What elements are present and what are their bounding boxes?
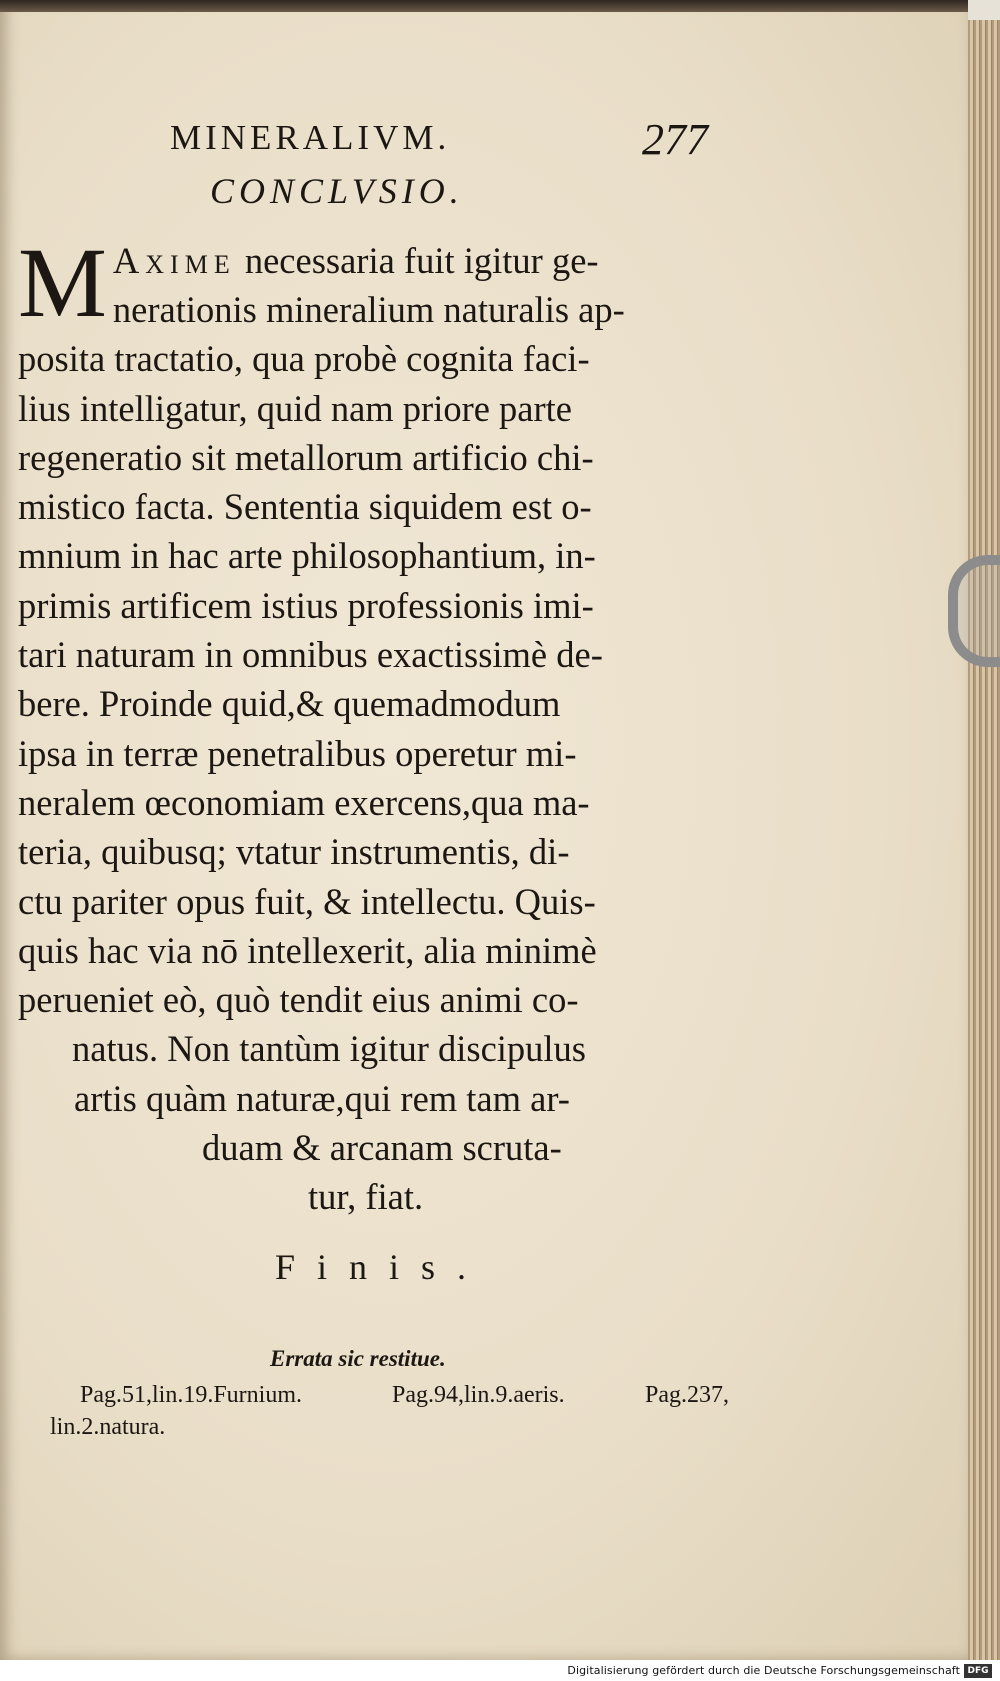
text-line: necessaria fuit igitur ge-: [244, 240, 599, 281]
text-line: tur, fiat.: [308, 1176, 424, 1218]
text-line: lius intelligatur, quid nam priore parte: [18, 387, 573, 429]
lead-word: Axime: [112, 240, 236, 281]
running-head: MINERALIVM.: [170, 118, 451, 157]
text-line: neralem œconomiam exercens,qua ma-: [18, 781, 590, 823]
errata-entry: Pag.51,lin.19.Furnium.: [80, 1382, 303, 1408]
text-line: regeneratio sit metallorum artificio chi-: [18, 436, 594, 478]
text-line: quis hac via nō intellexerit, alia minimè: [18, 929, 597, 971]
text-line: ipsa in terræ penetralibus operetur mi-: [18, 732, 577, 774]
drop-cap: M: [18, 227, 107, 338]
finis: Finis.: [275, 1247, 489, 1287]
page-top-shadow: [0, 0, 968, 12]
footer-credit: Digitalisierung gefördert durch die Deutsche Forschungsgemeinschaft: [567, 1664, 960, 1677]
errata-entry: Pag.94,lin.9.aeris.: [392, 1382, 565, 1408]
text-line: artis quàm naturæ,qui rem tam ar-: [74, 1077, 570, 1119]
text-line: natus. Non tantùm igitur discipulus: [72, 1028, 587, 1070]
errata-entry: lin.2.natura.: [50, 1414, 166, 1440]
text-line: bere. Proinde quid,& quemadmodum: [18, 683, 561, 725]
errata-title: Errata sic restitue.: [270, 1346, 446, 1371]
text-line: teria, quibusq; vtatur instrumentis, di-: [18, 831, 570, 873]
text-line: duam & arcanam scruta-: [202, 1127, 562, 1169]
page-header: [0, 115, 968, 178]
text-line: perueniet eò, quò tendit eius animi co-: [18, 979, 579, 1021]
book-page-edges: [968, 20, 1000, 1660]
text-line: nerationis mineralium naturalis ap-: [112, 289, 625, 330]
text-line: ctu pariter opus fuit, & intellectu. Quis-: [18, 880, 596, 922]
text-line: primis artificem istius professionis imi-: [18, 584, 594, 626]
clasp-icon: [948, 555, 1000, 667]
text-line: posita tractatio, qua probè cognita faci-: [18, 338, 590, 380]
page-number: 277: [642, 115, 708, 164]
text-line: mnium in hac arte philosophantium, in-: [18, 535, 596, 577]
body-text: [18, 227, 740, 1222]
text-line: tari naturam in omnibus exactissimè de-: [18, 634, 603, 676]
section-title: CONCLVSIO.: [210, 171, 464, 211]
text-line: mistico facta. Sententia siquidem est o-: [18, 486, 592, 528]
dfg-logo-icon: DFG: [964, 1664, 992, 1678]
errata-entry: Pag.237,: [645, 1382, 729, 1408]
